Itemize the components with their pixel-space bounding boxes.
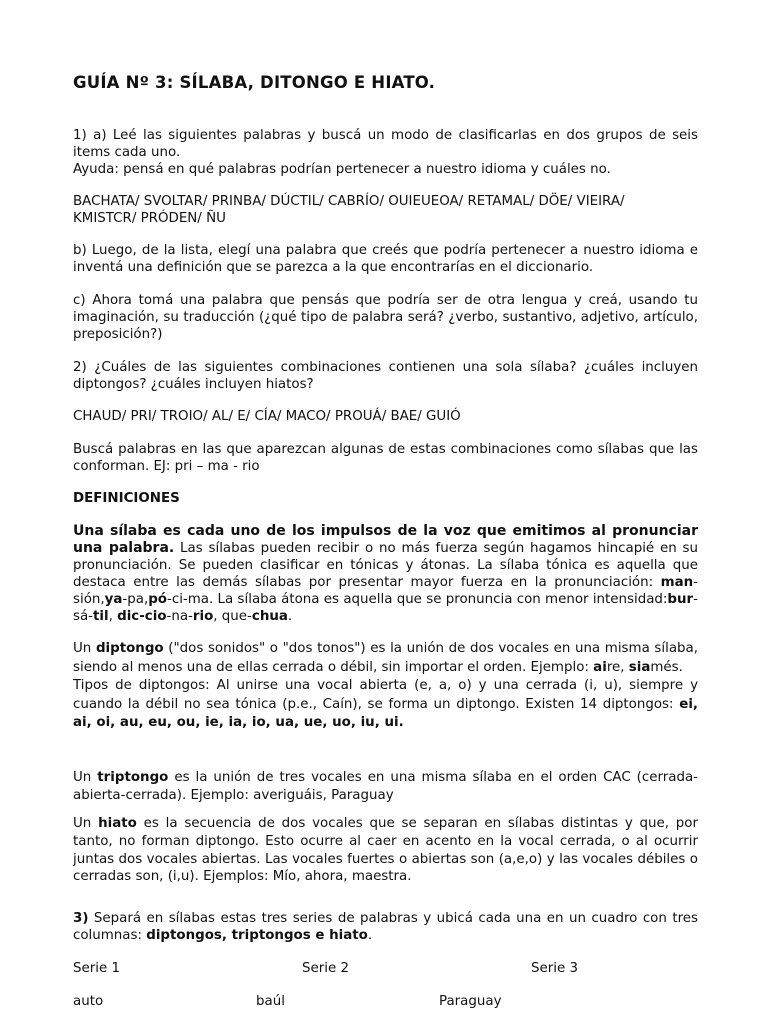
dip-word: diptongo <box>95 641 164 656</box>
ex-ya: ya <box>104 592 123 607</box>
q1a-instruction <box>73 127 698 178</box>
ex-end: . <box>287 609 293 624</box>
q1b-instruction: b) Luego, de la lista, elegí una palabra que creés que podría pertenecer a nuestro idioma e inventá una definición que se parezca a la que encontrarías en el diccionario. <box>73 243 698 275</box>
silaba-bold: Una sílaba es cada uno de los impulsos de la voz que emitimos al pronunciar una palabra. <box>73 523 698 556</box>
ex-comma: , <box>108 609 118 624</box>
ex-pa: -pa, <box>122 592 149 607</box>
tipos-list: ei, ai, oi, au, eu, ou, ie, ia, io, ua, ue, uo, iu, ui. <box>73 696 698 730</box>
ex-sa: -sá- <box>73 592 698 624</box>
q3-instruction <box>73 910 698 944</box>
series-row-1 <box>73 993 698 1013</box>
series-2-word: baúl <box>256 994 285 1009</box>
trip-un: Un <box>73 770 98 785</box>
ex-sion: -sión, <box>73 575 698 607</box>
diptongo-definition <box>73 640 698 733</box>
q3-number: 3) <box>73 911 89 926</box>
ex-man: man <box>660 575 694 590</box>
series-3-label: Serie 3 <box>531 961 578 976</box>
q1-word-list <box>73 193 698 227</box>
silaba-definition <box>73 523 698 625</box>
dip-mes: més. <box>650 659 683 675</box>
tipos-text: Tipos de diptongos: Al unirse una vocal abierta (e, a, o) y una cerrada (i, u), siempre y cuando la débil no sea tónica (p.e., Caín), se forma un diptongo. Existen 14 diptongos: <box>73 678 698 712</box>
definitions-heading-text: DEFINICIONES <box>73 491 180 506</box>
series-1-word: auto <box>73 994 104 1009</box>
ex-que: , que- <box>213 609 252 624</box>
hiato-un: Un <box>73 816 99 831</box>
ex-bur: bur <box>667 592 694 607</box>
q1a-text: 1) a) Leé las siguientes palabras y buscá un modo de clasificarlas en dos grupos de seis items cada uno. <box>73 128 698 160</box>
ex-rio: rio <box>192 609 214 624</box>
ex-diccio: dic-cio <box>117 609 167 624</box>
q3-end: . <box>367 928 373 943</box>
dip-sia: sia <box>628 659 651 675</box>
q1c-instruction: c) Ahora tomá una palabra que pensás que podría ser de otra lengua y creá, usando tu imaginación, su traducción (¿qué tipo de palabra será? ¿verbo, sustantivo, adjetivo, artículo, preposición?) <box>73 293 698 342</box>
series-2-label: Serie 2 <box>302 961 349 976</box>
hiato-definition <box>73 815 698 886</box>
series-header-row <box>73 960 698 980</box>
hiato-word: hiato <box>98 816 137 831</box>
trip-text: es la unión de tres vocales en una misma sílaba en el orden CAC (cerrada-abierta-cerrada). Ejemplo: averiguáis, Paraguay <box>73 770 698 803</box>
ex-cima: -ci-ma. La sílaba átona es aquella que se pronuncia con menor intensidad: <box>167 592 668 607</box>
dip-text: ("dos sonidos" o "dos tonos") es la unión de dos vocales en una misma sílaba, siendo al menos una de ellas cerrada o débil, sin importar el orden. Ejemplo: <box>73 641 698 675</box>
page-title: GUÍA Nº 3: SÍLABA, DITONGO E HIATO. <box>73 73 436 92</box>
silaba-text: Las sílabas pueden recibir o no más fuerza según hagamos hincapié en su pronunciación. Se pueden clasificar en tónicas y átonas. La sílaba tónica es aquella que destaca entre las demás sílabas por presentar mayor fuerza en la pronunciación: <box>73 541 698 590</box>
ex-na: -na- <box>166 609 193 624</box>
ex-til: til <box>93 609 109 624</box>
q1-ayuda: Ayuda: pensá en qué palabras podrían pertenecer a nuestro idioma y cuáles no. <box>73 162 611 177</box>
dip-re: re, <box>606 659 629 675</box>
q3-bold: diptongos, triptongos e hiato <box>146 928 368 943</box>
definitions-heading <box>73 490 698 507</box>
q2-combinations: CHAUD/ PRI/ TROIO/ AL/ E/ CÍA/ MACO/ PROUÁ/ BAE/ GUIÓ <box>73 409 461 424</box>
q2-search-instruction: Buscá palabras en las que aparezcan algunas de estas combinaciones como sílabas que las conforman. EJ: pri – ma - rio <box>73 442 698 474</box>
trip-word: triptongo <box>97 770 169 785</box>
dip-ai: ai <box>593 659 607 675</box>
word-list-line-1: BACHATA/ SVOLTAR/ PRINBA/ DÚCTIL/ CABRÍO/ OUIEUEOA/ RETAMAL/ DÖE/ VIEIRA/ <box>73 194 625 209</box>
series-3-word: Paraguay <box>439 994 502 1009</box>
q2-question: 2) ¿Cuáles de las siguientes combinaciones contienen una sola sílaba? ¿cuáles incluyen diptongos? ¿cuáles incluyen hiatos? <box>73 360 698 392</box>
triptongo-definition <box>73 769 698 804</box>
series-1-label: Serie 1 <box>73 961 120 976</box>
ex-chua: chua <box>251 609 288 624</box>
hiato-text: es la secuencia de dos vocales que se separan en sílabas distintas y que, por tanto, no forman diptongo. Esto ocurre al caer en acento en la vocal cerrada, o al ocurrir juntas dos vocales abiertas. Las vocales fuertes o abiertas son (a,e,o) y las vocales débiles o cerradas son, (i,u). Ejemplos: Mío, ahora, maestra. <box>73 816 699 885</box>
ex-po: pó <box>148 592 167 607</box>
word-list-line-2: KMISTCR/ PRÓDEN/ ÑU <box>73 211 226 226</box>
q3-text: Separá en sílabas estas tres series de palabras y ubicá cada una en un cuadro con tres columnas: <box>73 911 698 943</box>
dip-un: Un <box>73 641 96 656</box>
